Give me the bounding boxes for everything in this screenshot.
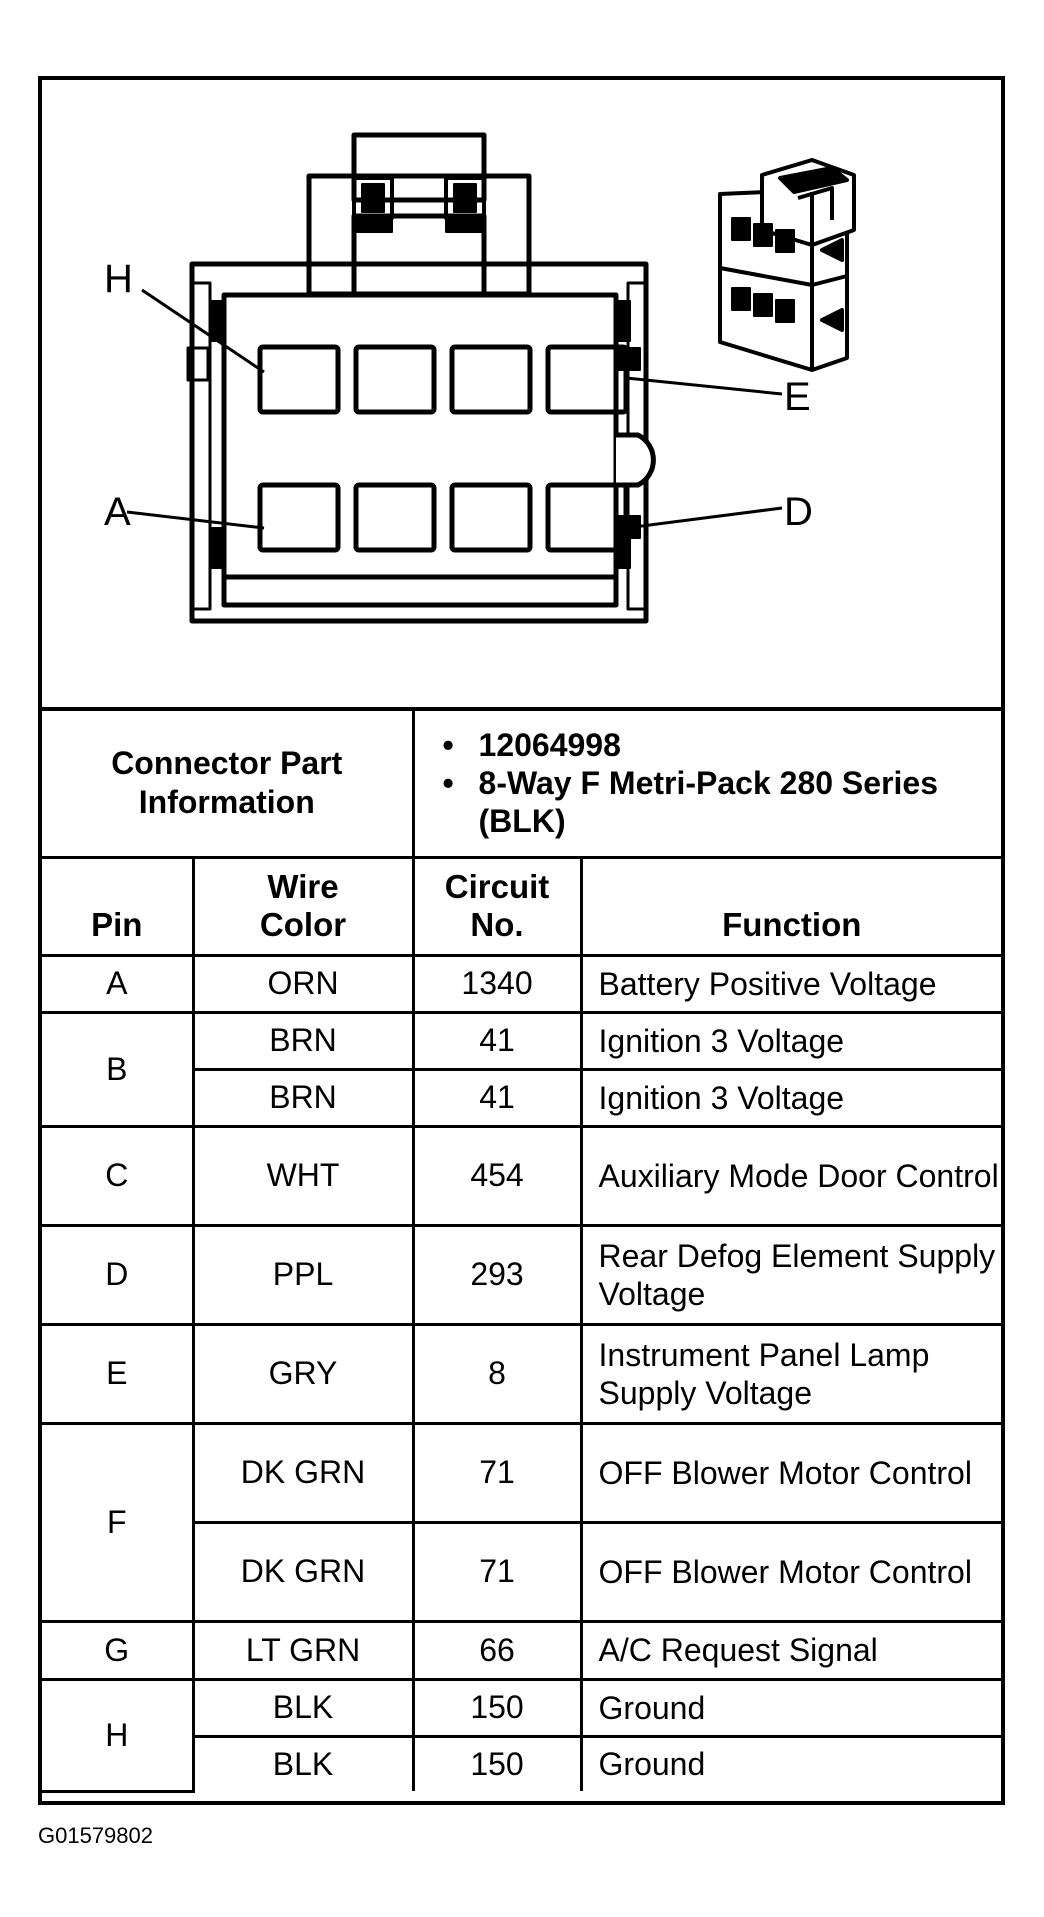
table-row — [42, 1423, 1001, 1522]
wire-color-cell: BLK — [193, 1679, 413, 1736]
circuit-cell: 71 — [413, 1423, 581, 1522]
function-cell: OFF Blower Motor Control — [581, 1522, 1001, 1621]
table-row — [42, 1012, 1001, 1069]
figure-id: G01579802 — [38, 1823, 153, 1848]
wire-color-cell: BLK — [193, 1736, 413, 1791]
pin-cell: B — [42, 1012, 193, 1126]
header-function: Function — [581, 857, 1001, 955]
pinout-table — [42, 707, 1001, 1793]
pin-label-a: A — [104, 490, 131, 534]
connector-info-list — [413, 709, 1001, 857]
wire-color-cell: DK GRN — [193, 1423, 413, 1522]
part-number: • 12064998 — [479, 726, 1002, 764]
pin-cell: G — [42, 1621, 193, 1679]
pin-label-e: E — [784, 375, 811, 419]
pin-label-h: H — [104, 257, 133, 301]
function-cell: Ground — [581, 1679, 1001, 1736]
pin-cavities — [260, 347, 626, 550]
table-row — [42, 1679, 1001, 1736]
pin-cell: H — [42, 1679, 193, 1791]
connector-info-label: Connector Part Information — [42, 709, 413, 857]
pin-cell: C — [42, 1126, 193, 1225]
circuit-cell: 71 — [413, 1522, 581, 1621]
function-cell: Ignition 3 Voltage — [581, 1069, 1001, 1126]
circuit-cell: 66 — [413, 1621, 581, 1679]
connector-iso-view — [720, 160, 854, 370]
circuit-cell: 293 — [413, 1225, 581, 1324]
function-cell: OFF Blower Motor Control — [581, 1423, 1001, 1522]
header-wire-color: Wire Color — [193, 857, 413, 955]
circuit-cell: 150 — [413, 1679, 581, 1736]
wire-color-cell: GRY — [193, 1324, 413, 1423]
wire-color-cell: DK GRN — [193, 1522, 413, 1621]
circuit-cell: 41 — [413, 1012, 581, 1069]
function-cell: Ignition 3 Voltage — [581, 1012, 1001, 1069]
function-cell: Instrument Panel Lamp Supply Voltage — [581, 1324, 1001, 1423]
function-cell: A/C Request Signal — [581, 1621, 1001, 1679]
table-row — [42, 1324, 1001, 1423]
header-pin: Pin — [42, 857, 193, 955]
function-cell: Auxiliary Mode Door Control — [581, 1126, 1001, 1225]
table-row — [42, 955, 1001, 1012]
pin-cell: F — [42, 1423, 193, 1621]
header-row — [42, 857, 1001, 955]
function-cell: Battery Positive Voltage — [581, 955, 1001, 1012]
table-row — [42, 1126, 1001, 1225]
wire-color-cell: BRN — [193, 1012, 413, 1069]
pin-cell: E — [42, 1324, 193, 1423]
table-row — [42, 1225, 1001, 1324]
pin-cell: D — [42, 1225, 193, 1324]
circuit-cell: 1340 — [413, 955, 581, 1012]
circuit-cell: 454 — [413, 1126, 581, 1225]
wire-color-cell: PPL — [193, 1225, 413, 1324]
table-row — [42, 1621, 1001, 1679]
circuit-cell: 150 — [413, 1736, 581, 1791]
wire-color-cell: ORN — [193, 955, 413, 1012]
pin-cell: A — [42, 955, 193, 1012]
connector-info-row — [42, 709, 1001, 857]
connector-body — [188, 264, 653, 621]
wire-color-cell: WHT — [193, 1126, 413, 1225]
circuit-cell: 41 — [413, 1069, 581, 1126]
wire-color-cell: LT GRN — [193, 1621, 413, 1679]
circuit-cell: 8 — [413, 1324, 581, 1423]
connector-latch — [309, 135, 529, 294]
function-cell: Rear Defog Element Supply Voltage — [581, 1225, 1001, 1324]
header-circuit: Circuit No. — [413, 857, 581, 955]
pin-label-d: D — [784, 490, 813, 534]
diagram-frame — [38, 76, 1005, 1805]
wire-color-cell: BRN — [193, 1069, 413, 1126]
connector-drawing — [42, 80, 1001, 707]
function-cell: Ground — [581, 1736, 1001, 1791]
connector-type: • 8-Way F Metri-Pack 280 Series (BLK) — [479, 764, 1002, 840]
